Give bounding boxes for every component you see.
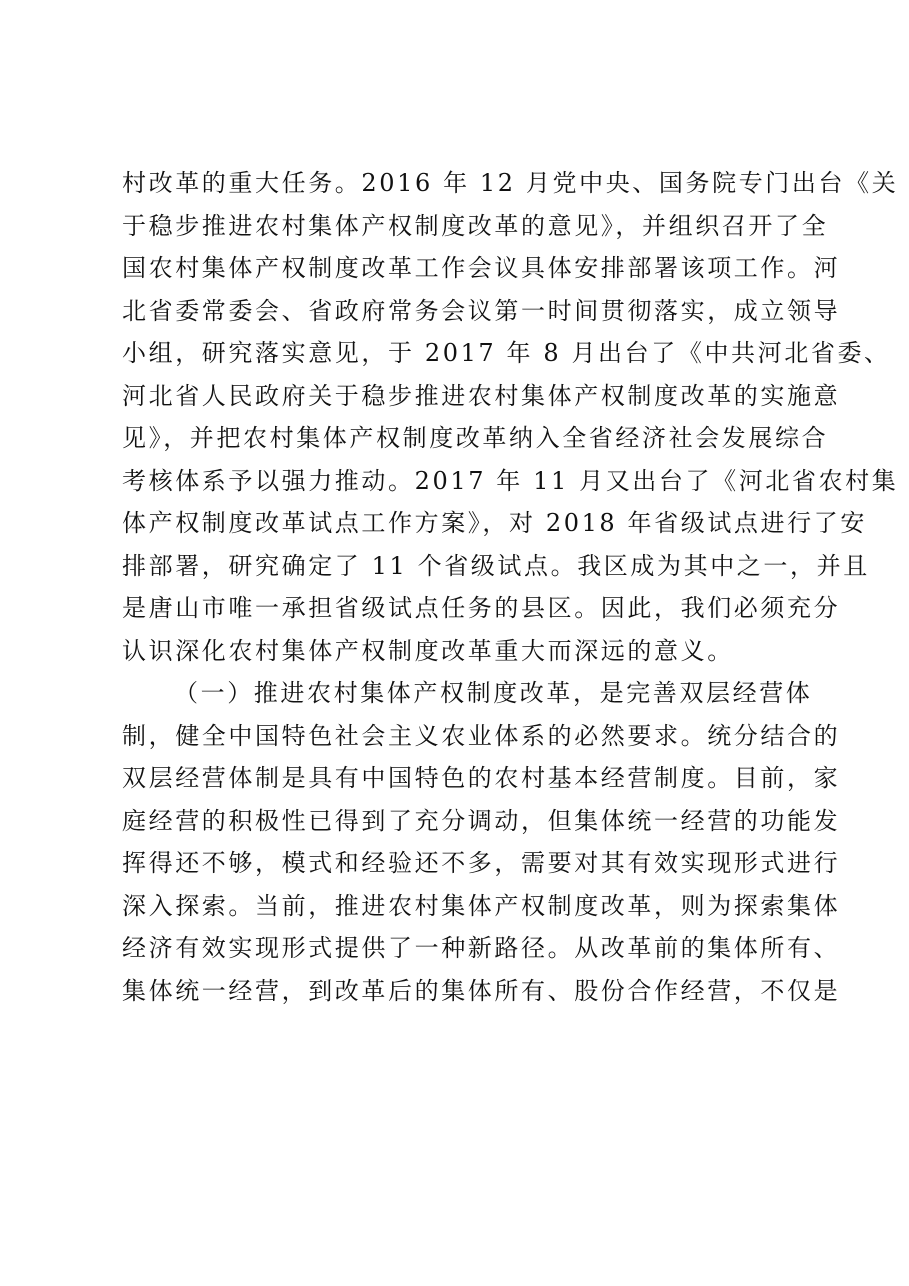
text-line: 认识深化农村集体产权制度改革重大而深远的意义。: [122, 636, 734, 665]
text-line: 北省委常委会、省政府常务会议第一时间贯彻落实，成立领导: [122, 296, 841, 325]
text-line: 庭经营的积极性已得到了充分调动，但集体统一经营的功能发: [122, 806, 841, 835]
text-line: 深入探索。当前，推进农村集体产权制度改革，则为探索集体: [122, 891, 841, 920]
text-line: 是唐山市唯一承担省级试点任务的县区。因此，我们必须充分: [122, 594, 841, 622]
text-line: 国农村集体产权制度改革工作会议具体安排部署该项工作。河: [122, 254, 841, 282]
text-line: 河北省人民政府关于稳步推进农村集体产权制度改革的实施意: [122, 381, 841, 410]
text-line: 小组，研究落实意见，于 2017 年 8 月出台了《中共河北省委、: [122, 339, 891, 367]
text-line: 村改革的重大任务。2016 年 12 月党中央、国务院专门出台《关: [122, 169, 899, 197]
text-line: （一）推进农村集体产权制度改革，是完善双层经营体: [174, 679, 813, 707]
document-body: [122, 162, 899, 1012]
text-line: 体产权制度改革试点工作方案》，对 2018 年省级试点进行了安: [122, 509, 867, 537]
paragraph-1: [122, 162, 899, 672]
text-line: 经济有效实现形式提供了一种新路径。从改革前的集体所有、: [122, 934, 841, 962]
paragraph-2: [122, 672, 841, 1012]
text-line: 双层经营体制是具有中国特色的农村基本经营制度。目前，家: [122, 764, 841, 792]
text-line: 于稳步推进农村集体产权制度改革的意见》，并组织召开了全: [122, 211, 829, 240]
text-line: 制，健全中国特色社会主义农业体系的必然要求。统分结合的: [122, 721, 841, 750]
text-line: 挥得还不够，模式和经验还不多，需要对其有效实现形式进行: [122, 849, 841, 877]
text-line: 排部署，研究确定了 11 个省级试点。我区成为其中之一，并且: [122, 551, 870, 580]
text-line: 集体统一经营，到改革后的集体所有、股份合作经营，不仅是: [122, 976, 841, 1005]
text-line: 考核体系予以强力推动。2017 年 11 月又出台了《河北省农村集: [122, 466, 899, 495]
text-line: 见》，并把农村集体产权制度改革纳入全省经济社会发展综合: [122, 424, 829, 452]
